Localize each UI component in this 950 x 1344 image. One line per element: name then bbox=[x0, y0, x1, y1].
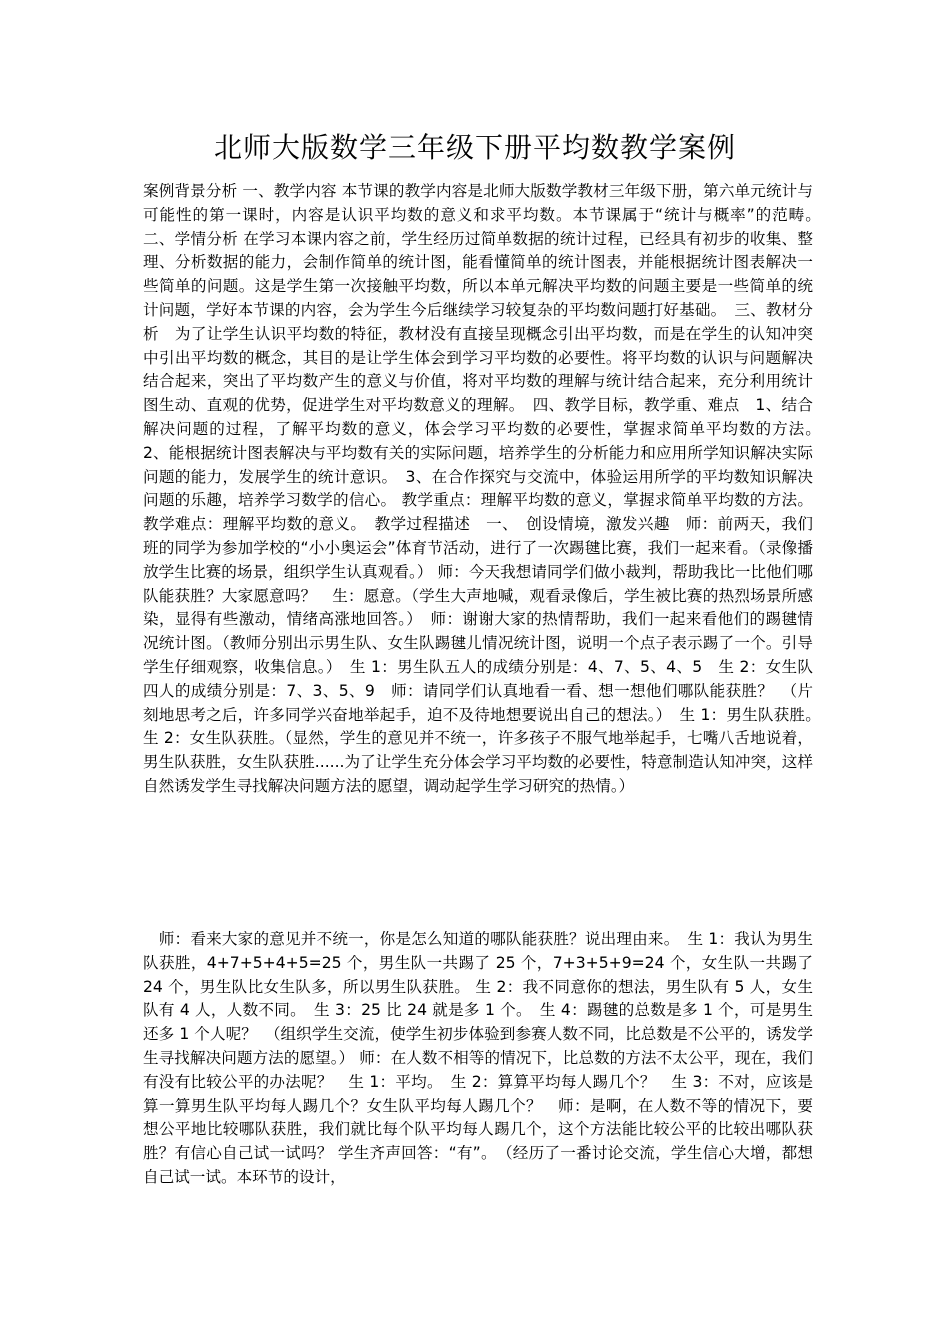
body-paragraph: 师：看来大家的意见并不统一，你是怎么知道的哪队能获胜？说出理由来。 生 1：我认为男生队获胜，4+7+5+4+5=25 个，男生队一共踢了 25 个，7+3+5+9=24 个，女生队一共踢了 24 个，男生队比女生队多，所以男生队获胜。 生 2：我不同意你的想法，男生队有 5 人，女生队有 4 人，人数不同。 生 3：25 比 24 就是多 1 个。 生 4：踢毽的总数是多 1 个，可是男生还多 1 个人呢？ （组织学生交流，使学生初步体验到参赛人数不同，比总数是不公平的，诱发学生寻找解决问题方法的愿望。） 师：在人数不相等的情况下，比总数的方法不太公平，现在，我们有没有比较公平的办法呢？ 生 1：平均。 生 2：算算平均每人踢几个？ 生 3：不对，应该是算一算男生队平均每人踢几个？女生队平均每人踢几个？ 师：是啊，在人数不等的情况下，要想公平地比较哪队获胜，我们就比每个队平均每人踢几个，这个方法能比较公平的比较出哪队获胜？有信心自己试一试吗？ 学生齐声回答：“有”。 （经历了一番讨论交流，学生信心大增，都想自己试一试。本环节的设计， bbox=[143, 930, 813, 1186]
body-paragraph: 案例背景分析 一、教学内容 本节课的教学内容是北师大版数学教材三年级下册，第六单元统计与可能性的第一课时，内容是认识平均数的意义和求平均数。本节课属于“统计与概率”的范畴。 二、学情分析 在学习本课内容之前，学生经历过简单数据的统计过程，已经具有初步的收集、整理、分析数据的能力，会制作简单的统计图，能看懂简单的统计图表，并能根据统计图表解决一些简单的问题。这是学生第一次接触平均数，所以本单元解决平均数的问题主要是一些简单的统计问题，学好本节课的内容，会为学生今后继续学习较复杂的平均数问题打好基础。 三、教材分析 为了让学生认识平均数的特征，教材没有直接呈现概念引出平均数，而是在学生的认知冲突中引出平均数的概念，其目的是让学生体会到学习平均数的必要性。将平均数的认识与问题解决结合起来，突出了平均数产生的意义与价值，将对平均数的理解与统计结合起来，充分利用统计图生动、直观的优势，促进学生对平均数意义的理解。 四、教学目标，教学重、难点 1、结合解决问题的过程，了解平均数的意义，体会学习平均数的必要性，掌握求简单平均数的方法。 2、能根据统计图表解决与平均数有关的实际问题，培养学生的分析能力和应用所学知识解决实际问题的能力，发展学生的统计意识。 3、在合作探究与交流中，体验运用所学的平均数知识解决问题的乐趣，培养学习数学的信心。 教学重点：理解平均数的意义，掌握求简单平均数的方法。 教学难点：理解平均数的意义。 教学过程描述 一、 创设情境，激发兴趣 师：前两天，我们班的同学为参加学校的“小小奥运会”体育节活动，进行了一次踢毽比赛，我们一起来看。（录像播放学生比赛的场景，组织学生认真观看。） 师：今天我想请同学们做小裁判，帮助我比一比他们哪队能获胜？大家愿意吗？ 生：愿意。（学生大声地喊，观看录像后，学生被比赛的热烈场景所感染，显得有些激动，情绪高涨地回答。） 师：谢谢大家的热情帮助，我们一起来看他们的踢毽情况统计图。（教师分别出示男生队、女生队踢毽儿情况统计图，说明一个点子表示踢了一个。引导学生仔细观察，收集信息。） 生 1：男生队五人的成绩分别是：4、7、5、4、5 生 2：女生队四人的成绩分别是：7、3、5、9 师：请同学们认真地看一看、想一想他们哪队能获胜？ （片刻地思考之后，许多同学兴奋地举起手，迫不及待地想要说出自己的想法。） 生 1：男生队获胜。 生 2：女生队获胜。（显然，学生的意见并不统一，许多孩子不服气地举起手，七嘴八舌地说着，男生队获胜，女生队获胜......为了让学生充分体会学习平均数的必要性，特意制造认知冲突，这样自然诱发学生寻找解决问题方法的愿望，调动起学生学习研究的热情。） bbox=[143, 182, 829, 795]
document-title: 北师大版数学三年级下册平均数教学案例 bbox=[213, 131, 736, 164]
